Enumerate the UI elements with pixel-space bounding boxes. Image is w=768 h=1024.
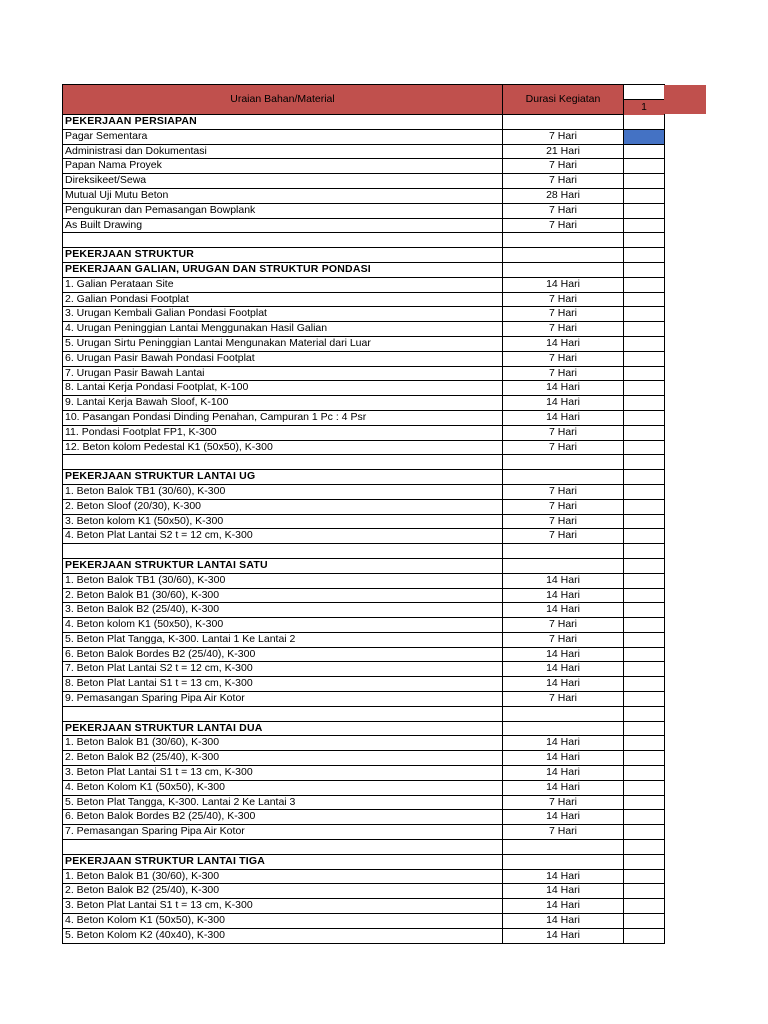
cell-timeline[interactable] [624, 529, 665, 544]
cell-timeline[interactable] [624, 706, 665, 721]
cell-timeline[interactable] [624, 203, 665, 218]
table-row [63, 203, 665, 218]
table-row [63, 869, 665, 884]
cell-description[interactable]: 5. Beton Plat Tangga, K-300. Lantai 2 Ke Lantai 3 [63, 795, 503, 810]
cell-timeline[interactable] [624, 721, 665, 736]
cell-duration[interactable]: 7 Hari [503, 307, 624, 322]
table-row [63, 499, 665, 514]
cell-description[interactable]: 1. Beton Balok TB1 (30/60), K-300 [63, 484, 503, 499]
table-row [63, 618, 665, 633]
table-row [63, 736, 665, 751]
cell-duration[interactable]: 14 Hari [503, 647, 624, 662]
cell-duration[interactable]: 7 Hari [503, 292, 624, 307]
cell-description[interactable]: 2. Galian Pondasi Footplat [63, 292, 503, 307]
cell-timeline[interactable] [624, 115, 665, 130]
cell-duration[interactable] [503, 470, 624, 485]
table-row [63, 410, 665, 425]
cell-duration[interactable]: 7 Hari [503, 632, 624, 647]
table-body [63, 115, 665, 944]
cell-duration[interactable]: 21 Hari [503, 144, 624, 159]
cell-description[interactable]: 9. Lantai Kerja Bawah Sloof, K-100 [63, 396, 503, 411]
cell-duration[interactable]: 14 Hari [503, 928, 624, 943]
cell-timeline[interactable] [624, 766, 665, 781]
header-duration[interactable]: Durasi Kegiatan [503, 85, 624, 115]
table-row [63, 144, 665, 159]
cell-timeline[interactable] [624, 662, 665, 677]
cell-timeline[interactable] [624, 144, 665, 159]
cell-description[interactable]: 3. Beton Plat Lantai S1 t = 13 cm, K-300 [63, 766, 503, 781]
cell-timeline[interactable] [624, 544, 665, 559]
cell-timeline[interactable] [624, 558, 665, 573]
cell-duration[interactable]: 14 Hari [503, 588, 624, 603]
cell-description[interactable]: 3. Urugan Kembali Galian Pondasi Footplat [63, 307, 503, 322]
cell-timeline[interactable] [624, 218, 665, 233]
cell-duration[interactable]: 14 Hari [503, 662, 624, 677]
cell-timeline[interactable] [624, 884, 665, 899]
table-row [63, 159, 665, 174]
cell-timeline[interactable] [624, 810, 665, 825]
cell-description[interactable]: 3. Beton kolom K1 (50x50), K-300 [63, 514, 503, 529]
blank-row [63, 840, 665, 855]
cell-timeline[interactable] [624, 381, 665, 396]
cell-timeline[interactable] [624, 825, 665, 840]
cell-description[interactable]: 2. Beton Sloof (20/30), K-300 [63, 499, 503, 514]
cell-timeline[interactable] [624, 869, 665, 884]
cell-duration[interactable]: 7 Hari [503, 529, 624, 544]
cell-duration[interactable]: 14 Hari [503, 336, 624, 351]
cell-description[interactable]: 2. Beton Balok B2 (25/40), K-300 [63, 751, 503, 766]
blank-row [63, 455, 665, 470]
cell-duration[interactable]: 14 Hari [503, 914, 624, 929]
cell-duration[interactable]: 7 Hari [503, 425, 624, 440]
cell-timeline[interactable] [624, 854, 665, 869]
cell-description[interactable]: 1. Beton Balok TB1 (30/60), K-300 [63, 573, 503, 588]
cell-duration[interactable]: 14 Hari [503, 869, 624, 884]
cell-description[interactable]: 6. Beton Balok Bordes B2 (25/40), K-300 [63, 647, 503, 662]
cell-description[interactable]: 8. Beton Plat Lantai S1 t = 13 cm, K-300 [63, 677, 503, 692]
header-description[interactable]: Uraian Bahan/Material [63, 85, 503, 115]
cell-timeline[interactable] [624, 233, 665, 248]
table-row [63, 795, 665, 810]
cell-timeline[interactable] [624, 514, 665, 529]
cell-duration[interactable]: 7 Hari [503, 351, 624, 366]
table-row [63, 810, 665, 825]
cell-description[interactable]: 11. Pondasi Footplat FP1, K-300 [63, 425, 503, 440]
table-row [63, 129, 665, 144]
cell-description[interactable]: PEKERJAAN STRUKTUR LANTAI DUA [63, 721, 503, 736]
cell-description[interactable]: 1. Galian Perataan Site [63, 277, 503, 292]
cell-description[interactable]: 7. Beton Plat Lantai S2 t = 12 cm, K-300 [63, 662, 503, 677]
schedule-table [62, 84, 665, 944]
cell-duration[interactable]: 7 Hari [503, 825, 624, 840]
cell-timeline[interactable] [624, 396, 665, 411]
cell-duration[interactable]: 7 Hari [503, 440, 624, 455]
cell-duration[interactable] [503, 455, 624, 470]
cell-description[interactable]: PEKERJAAN STRUKTUR LANTAI UG [63, 470, 503, 485]
cell-description[interactable]: 4. Urugan Peninggian Lantai Menggunakan Hasil Galian [63, 322, 503, 337]
cell-description[interactable]: 10. Pasangan Pondasi Dinding Penahan, Campuran 1 Pc : 4 Psr [63, 410, 503, 425]
cell-timeline[interactable] [624, 262, 665, 277]
cell-timeline[interactable] [624, 366, 665, 381]
cell-timeline[interactable] [624, 307, 665, 322]
cell-timeline[interactable] [624, 736, 665, 751]
cell-description[interactable] [63, 840, 503, 855]
cell-duration[interactable]: 7 Hari [503, 203, 624, 218]
table-row [63, 307, 665, 322]
table-row [63, 514, 665, 529]
cell-description[interactable]: 4. Beton Kolom K1 (50x50), K-300 [63, 780, 503, 795]
table-row [63, 751, 665, 766]
cell-duration[interactable] [503, 840, 624, 855]
cell-timeline[interactable] [624, 336, 665, 351]
cell-timeline[interactable] [624, 440, 665, 455]
cell-description[interactable]: PEKERJAAN STRUKTUR [63, 248, 503, 263]
cell-description[interactable]: 7. Pemasangan Sparing Pipa Air Kotor [63, 825, 503, 840]
cell-timeline[interactable] [624, 322, 665, 337]
table-row [63, 914, 665, 929]
cell-duration[interactable] [503, 115, 624, 130]
cell-timeline[interactable] [624, 277, 665, 292]
cell-description[interactable]: 4. Beton kolom K1 (50x50), K-300 [63, 618, 503, 633]
table-row [63, 381, 665, 396]
section-header-row [63, 558, 665, 573]
cell-timeline[interactable] [624, 248, 665, 263]
cell-duration[interactable]: 7 Hari [503, 159, 624, 174]
table-row [63, 780, 665, 795]
cell-timeline[interactable] [624, 425, 665, 440]
table-row [63, 662, 665, 677]
cell-duration[interactable] [503, 544, 624, 559]
cell-timeline[interactable] [624, 840, 665, 855]
table-row [63, 336, 665, 351]
cell-duration[interactable]: 14 Hari [503, 573, 624, 588]
timeline-header-fill [664, 85, 706, 114]
cell-description[interactable]: 2. Beton Balok B1 (30/60), K-300 [63, 588, 503, 603]
section-header-row [63, 115, 665, 130]
cell-description[interactable]: 5. Beton Plat Tangga, K-300. Lantai 1 Ke Lantai 2 [63, 632, 503, 647]
cell-duration[interactable]: 7 Hari [503, 174, 624, 189]
cell-duration[interactable]: 7 Hari [503, 795, 624, 810]
table-row [63, 366, 665, 381]
table-row [63, 647, 665, 662]
cell-duration[interactable]: 7 Hari [503, 692, 624, 707]
table-row [63, 322, 665, 337]
cell-duration[interactable]: 14 Hari [503, 810, 624, 825]
cell-duration[interactable] [503, 706, 624, 721]
cell-duration[interactable]: 7 Hari [503, 499, 624, 514]
cell-timeline[interactable] [624, 677, 665, 692]
cell-description[interactable]: Administrasi dan Dokumentasi [63, 144, 503, 159]
cell-timeline[interactable] [624, 573, 665, 588]
cell-duration[interactable]: 7 Hari [503, 618, 624, 633]
table-row [63, 692, 665, 707]
cell-timeline[interactable] [624, 928, 665, 943]
cell-description[interactable] [63, 455, 503, 470]
cell-description[interactable]: PEKERJAAN GALIAN, URUGAN DAN STRUKTUR PONDASI [63, 262, 503, 277]
cell-duration[interactable]: 14 Hari [503, 603, 624, 618]
table-row [63, 529, 665, 544]
schedule-sheet [62, 84, 664, 944]
table-row [63, 292, 665, 307]
table-row [63, 825, 665, 840]
cell-timeline[interactable] [624, 455, 665, 470]
cell-description[interactable]: As Built Drawing [63, 218, 503, 233]
cell-timeline[interactable] [624, 484, 665, 499]
cell-description[interactable]: 7. Urugan Pasir Bawah Lantai [63, 366, 503, 381]
cell-timeline[interactable] [624, 351, 665, 366]
cell-description[interactable]: 4. Beton Kolom K1 (50x50), K-300 [63, 914, 503, 929]
cell-duration[interactable]: 7 Hari [503, 129, 624, 144]
section-header-row [63, 470, 665, 485]
cell-timeline[interactable] [624, 588, 665, 603]
table-row [63, 484, 665, 499]
cell-duration[interactable]: 14 Hari [503, 677, 624, 692]
cell-description[interactable]: 5. Urugan Sirtu Peninggian Lantai Mengunakan Material dari Luar [63, 336, 503, 351]
table-row [63, 188, 665, 203]
cell-description[interactable]: PEKERJAAN STRUKTUR LANTAI TIGA [63, 854, 503, 869]
cell-timeline[interactable] [624, 751, 665, 766]
cell-description[interactable]: 6. Beton Balok Bordes B2 (25/40), K-300 [63, 810, 503, 825]
cell-duration[interactable] [503, 248, 624, 263]
table-row [63, 425, 665, 440]
cell-timeline[interactable] [624, 499, 665, 514]
cell-description[interactable]: 12. Beton kolom Pedestal K1 (50x50), K-300 [63, 440, 503, 455]
cell-duration[interactable] [503, 558, 624, 573]
cell-description[interactable]: 8. Lantai Kerja Pondasi Footplat, K-100 [63, 381, 503, 396]
cell-timeline[interactable] [624, 692, 665, 707]
cell-duration[interactable]: 7 Hari [503, 218, 624, 233]
table-row [63, 218, 665, 233]
cell-duration[interactable]: 14 Hari [503, 899, 624, 914]
table-row [63, 766, 665, 781]
cell-duration[interactable]: 7 Hari [503, 514, 624, 529]
cell-description[interactable]: 5. Beton Kolom K2 (40x40), K-300 [63, 928, 503, 943]
cell-duration[interactable]: 14 Hari [503, 381, 624, 396]
cell-duration[interactable]: 14 Hari [503, 736, 624, 751]
cell-description[interactable]: 9. Pemasangan Sparing Pipa Air Kotor [63, 692, 503, 707]
cell-duration[interactable]: 28 Hari [503, 188, 624, 203]
cell-description[interactable]: Papan Nama Proyek [63, 159, 503, 174]
cell-timeline[interactable] [624, 603, 665, 618]
cell-duration[interactable]: 7 Hari [503, 366, 624, 381]
cell-duration[interactable]: 14 Hari [503, 780, 624, 795]
cell-duration[interactable]: 14 Hari [503, 766, 624, 781]
cell-timeline[interactable] [624, 899, 665, 914]
cell-description[interactable]: 3. Beton Plat Lantai S1 t = 13 cm, K-300 [63, 899, 503, 914]
table-row [63, 573, 665, 588]
cell-timeline[interactable] [624, 780, 665, 795]
cell-description[interactable] [63, 544, 503, 559]
cell-description[interactable]: PEKERJAAN STRUKTUR LANTAI SATU [63, 558, 503, 573]
section-header-row [63, 721, 665, 736]
table-row [63, 677, 665, 692]
cell-description[interactable]: Direksikeet/Sewa [63, 174, 503, 189]
table-row [63, 588, 665, 603]
cell-duration[interactable] [503, 721, 624, 736]
cell-description[interactable] [63, 233, 503, 248]
section-header-row [63, 262, 665, 277]
cell-duration[interactable] [503, 262, 624, 277]
cell-duration[interactable]: 7 Hari [503, 322, 624, 337]
blank-row [63, 544, 665, 559]
cell-description[interactable]: 1. Beton Balok B1 (30/60), K-300 [63, 736, 503, 751]
cell-timeline[interactable] [624, 188, 665, 203]
cell-duration[interactable]: 14 Hari [503, 884, 624, 899]
cell-duration[interactable]: 14 Hari [503, 396, 624, 411]
table-row [63, 884, 665, 899]
cell-timeline[interactable] [624, 795, 665, 810]
cell-duration[interactable] [503, 854, 624, 869]
table-row [63, 603, 665, 618]
cell-description[interactable]: Pagar Sementara [63, 129, 503, 144]
cell-timeline[interactable] [624, 647, 665, 662]
cell-description[interactable]: 6. Urugan Pasir Bawah Pondasi Footplat [63, 351, 503, 366]
cell-timeline[interactable] [624, 292, 665, 307]
cell-duration[interactable] [503, 233, 624, 248]
cell-duration[interactable]: 7 Hari [503, 484, 624, 499]
cell-timeline[interactable] [624, 174, 665, 189]
cell-timeline[interactable] [624, 618, 665, 633]
cell-timeline[interactable] [624, 914, 665, 929]
cell-timeline[interactable] [624, 632, 665, 647]
cell-description[interactable]: 2. Beton Balok B2 (25/40), K-300 [63, 884, 503, 899]
cell-description[interactable]: 3. Beton Balok B2 (25/40), K-300 [63, 603, 503, 618]
blank-row [63, 706, 665, 721]
cell-description[interactable]: Mutual Uji Mutu Beton [63, 188, 503, 203]
timeline-week-number[interactable]: 1 [624, 99, 664, 115]
section-header-row [63, 854, 665, 869]
table-row [63, 396, 665, 411]
cell-description[interactable] [63, 706, 503, 721]
table-row [63, 277, 665, 292]
cell-duration[interactable]: 14 Hari [503, 277, 624, 292]
cell-description[interactable]: Pengukuran dan Pemasangan Bowplank [63, 203, 503, 218]
header-timeline[interactable] [624, 85, 665, 115]
cell-description[interactable]: 4. Beton Plat Lantai S2 t = 12 cm, K-300 [63, 529, 503, 544]
section-header-row [63, 248, 665, 263]
cell-duration[interactable]: 14 Hari [503, 410, 624, 425]
cell-timeline-bar[interactable] [624, 129, 665, 144]
header-row [63, 85, 665, 115]
table-row [63, 174, 665, 189]
cell-timeline[interactable] [624, 470, 665, 485]
cell-timeline[interactable] [624, 159, 665, 174]
table-row [63, 440, 665, 455]
cell-timeline[interactable] [624, 410, 665, 425]
cell-description[interactable]: 1. Beton Balok B1 (30/60), K-300 [63, 869, 503, 884]
cell-duration[interactable]: 14 Hari [503, 751, 624, 766]
blank-row [63, 233, 665, 248]
table-row [63, 351, 665, 366]
cell-description[interactable]: PEKERJAAN PERSIAPAN [63, 115, 503, 130]
table-row [63, 632, 665, 647]
table-row [63, 899, 665, 914]
table-row [63, 928, 665, 943]
